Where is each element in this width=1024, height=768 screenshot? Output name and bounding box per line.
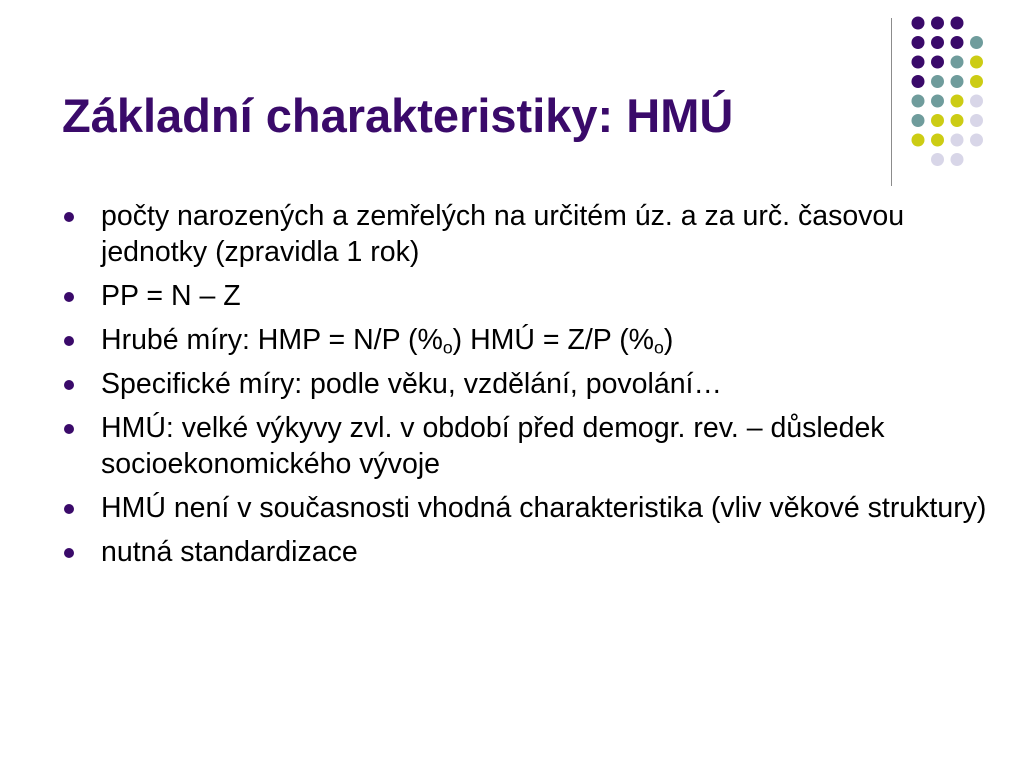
- bullet-text: PP = N – Z: [101, 280, 241, 312]
- bullet-item: [0, 490, 1010, 526]
- bullet-dot-icon: [64, 336, 74, 346]
- bullet-item: [0, 366, 1010, 402]
- bullet-item: [0, 534, 1010, 570]
- bullet-dot-icon: [64, 292, 74, 302]
- bullet-text: HMÚ: velké výkyvy zvl. v období před demogr. rev. – důsledek socioekonomického vývoje: [101, 412, 885, 480]
- decorative-dot-icon: [931, 95, 944, 108]
- bullet-item: [0, 198, 1010, 270]
- decorative-dot-icon: [951, 153, 964, 166]
- decorative-dot-icon: [912, 95, 925, 108]
- bullet-dot-icon: [64, 212, 74, 222]
- decorative-dot-icon: [931, 36, 944, 49]
- decorative-dot-icon: [951, 75, 964, 88]
- bullet-text-part: Hrubé míry: HMP = N/P (%: [101, 324, 443, 356]
- decorative-dot-icon: [912, 17, 925, 30]
- decorative-dot-icon: [951, 36, 964, 49]
- decorative-dot-icon: [970, 36, 983, 49]
- decorative-dot-grid: [0, 0, 1024, 200]
- decorative-dot-icon: [951, 17, 964, 30]
- bullet-dot-icon: [64, 548, 74, 558]
- decorative-dot-icon: [951, 134, 964, 147]
- decorative-dot-icon: [970, 75, 983, 88]
- bullet-text: HMÚ není v současnosti vhodná charakteristika (vliv věkové struktury): [101, 492, 987, 524]
- bullet-dot-icon: [64, 504, 74, 514]
- decorative-dot-icon: [970, 95, 983, 108]
- decorative-dot-icon: [912, 114, 925, 127]
- decorative-dot-icon: [912, 75, 925, 88]
- bullet-text: nutná standardizace: [101, 536, 358, 568]
- slide-title: Základní charakteristiky: HMÚ: [62, 89, 734, 142]
- decorative-dot-icon: [951, 114, 964, 127]
- decorative-dot-icon: [931, 56, 944, 69]
- decorative-dot-icon: [912, 134, 925, 147]
- decorative-dot-icon: [970, 134, 983, 147]
- per-mille-subscript: o: [442, 337, 453, 358]
- decorative-dot-icon: [912, 56, 925, 69]
- decorative-dot-icon: [931, 134, 944, 147]
- per-mille-subscript: o: [654, 337, 664, 358]
- bullet-dot-icon: [64, 380, 74, 390]
- bullet-item: [0, 322, 1010, 358]
- bullet-text-part: ) HMÚ = Z/P (%: [452, 324, 655, 356]
- bullet-dot-icon: [64, 424, 74, 434]
- bullet-text: Specifické míry: podle věku, vzdělání, povolání…: [101, 368, 722, 400]
- bullet-list: [0, 198, 1010, 578]
- bullet-text: počty narozených a zemřelých na určitém úz. a za urč. časovou jednotky (zpravidla 1 rok): [101, 200, 905, 268]
- decorative-dot-icon: [951, 56, 964, 69]
- decorative-dot-icon: [970, 56, 983, 69]
- bullet-text: [101, 324, 673, 356]
- decorative-dot-icon: [951, 95, 964, 108]
- bullet-text-part: ): [663, 324, 674, 356]
- decorative-dot-icon: [931, 114, 944, 127]
- decorative-dot-icon: [912, 36, 925, 49]
- bullet-item: [0, 278, 1010, 314]
- bullet-item: [0, 410, 1010, 482]
- decorative-dot-icon: [970, 114, 983, 127]
- decorative-dot-icon: [931, 153, 944, 166]
- decorative-dot-icon: [931, 75, 944, 88]
- decorative-dot-icon: [931, 17, 944, 30]
